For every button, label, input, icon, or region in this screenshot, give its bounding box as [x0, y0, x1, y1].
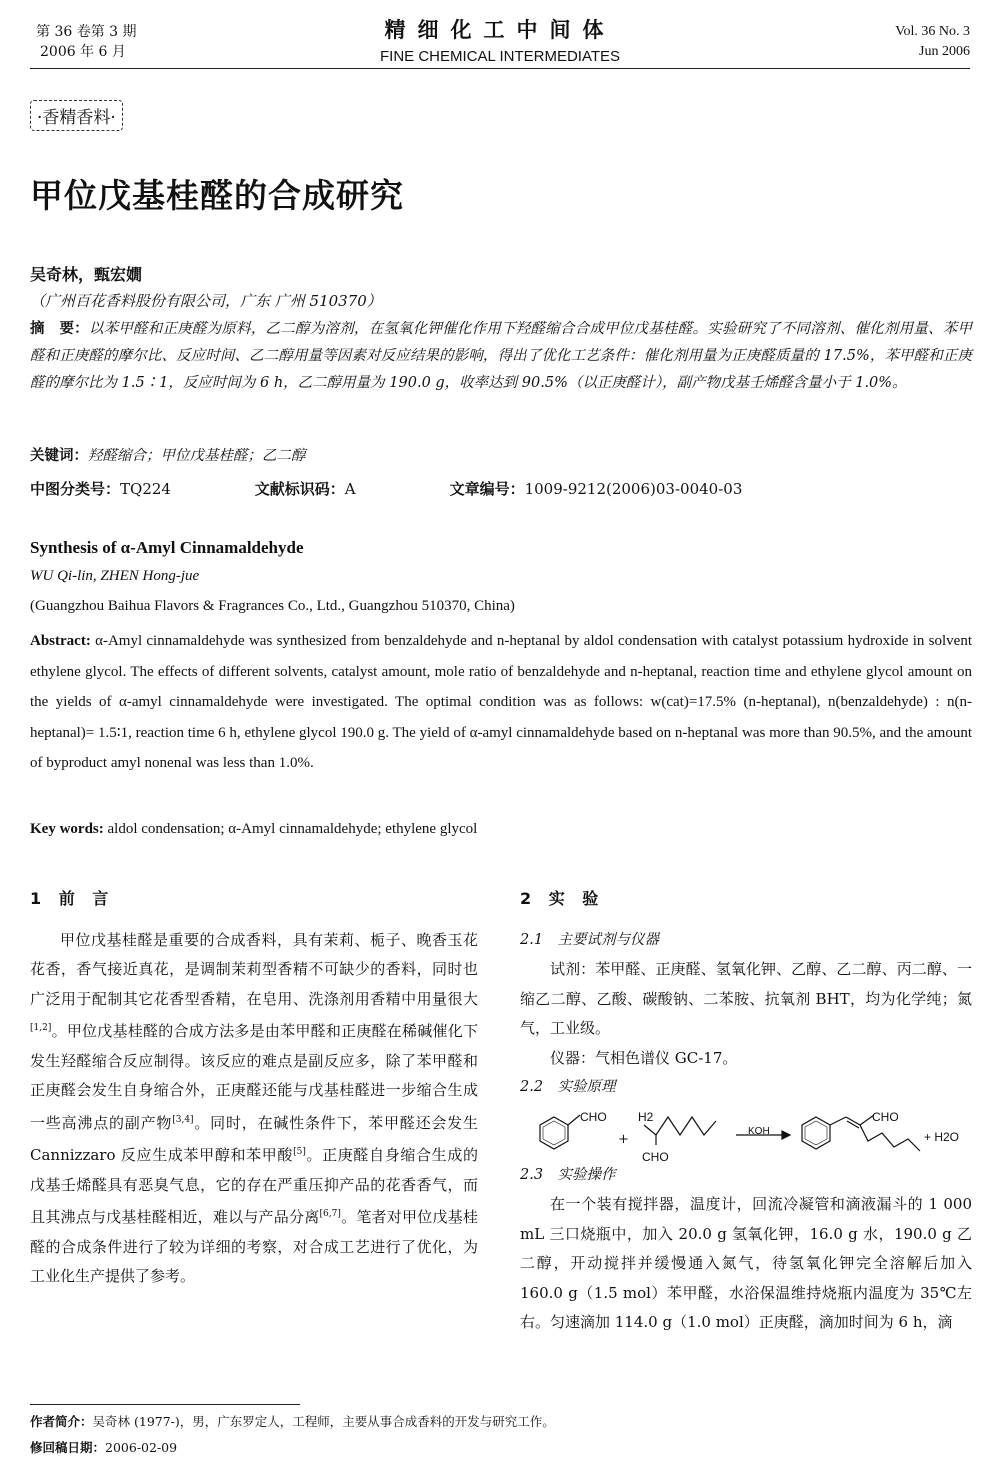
doc-code-value: A [344, 480, 356, 498]
authors: 吴奇林，甄宏嫺 [30, 265, 143, 284]
abstract-cn-label: 摘 要： [30, 321, 89, 337]
english-abstract [30, 626, 972, 779]
affiliation: （广州百花香料股份有限公司，广东 广州 510370） [30, 292, 382, 310]
english-title: Synthesis of α-Amyl Cinnamaldehyde [30, 538, 304, 557]
english-abstract-label: Abstract: [30, 633, 91, 649]
citation-6-7: [6,7] [319, 1209, 341, 1219]
keywords-cn [30, 443, 972, 470]
header-rule [30, 68, 970, 69]
abstract-cn [30, 316, 972, 397]
section-1-paragraph [30, 926, 478, 1292]
benzene-ring-icon-2 [802, 1117, 830, 1149]
scheme-h2: H2 [638, 1109, 654, 1124]
classification-line [30, 478, 972, 499]
section-2 [520, 884, 972, 1338]
subsection-2-1-heading: 2.1 主要试剂与仪器 [520, 931, 660, 948]
citation-3-4: [3,4] [172, 1114, 194, 1125]
paper-title: 甲位戊基桂醛的合成研究 [30, 176, 404, 215]
section-1-text-5: 。笔者对甲位戊基桂醛的合成条件进行了较为详细的考察，对合成工艺进行了优化，为工业化生产提供了参考。 [30, 1208, 478, 1285]
issue-info-en [895, 22, 970, 62]
english-abstract-text: α-Amyl cinnamaldehyde was synthesized from benzaldehyde and n-heptanal by aldol condensation with catalyst potassium hydroxide in solvent ethylene glycol. The effects of different solvents, catalyst amount, mole ratio of benzaldehyde and n-heptanal, reaction time and ethylene glycol amount on the yields of α-amyl cinnamaldehyde were investigated. The optimal condition was as follows: w(cat)=17.5% (n-heptanal), n(benzaldehyde) : n(n-heptanal)= 1.5∶1, reaction time 6 h, ethylene glycol 190.0 g. The yield of α-amyl cinnamaldehyde based on n-heptanal was more than 90.5%, and the amount of byproduct amyl nonenal was less than 1.0%. [30, 633, 972, 771]
section-1-text-4: 。正庚醛自身缩合生成的戊基壬烯醛具有恶臭气息，它的存在严重压抑产品的花香香气，而且其沸点与戊基桂醛相近，难以与产品分离 [30, 1146, 478, 1226]
scheme-cho-3: CHO [872, 1109, 899, 1124]
citation-1-2: [1,2] [30, 1023, 52, 1033]
doc-code-label: 文献标识码： [254, 480, 345, 498]
benzene-ring-icon [540, 1117, 568, 1149]
english-affiliation: (Guangzhou Baihua Flavors & Fragrances Co., Ltd., Guangzhou 510370, China) [30, 598, 515, 614]
citation-5: [5] [293, 1147, 306, 1157]
scheme-water: + H2O [924, 1129, 960, 1144]
operation-text: 在一个装有搅拌器，温度计，回流冷凝管和滴液漏斗的 1 000 mL 三口烧瓶中，加入 20.0 g 氢氧化钾，16.0 g 水，190.0 g 乙二醇，开动搅拌并缓慢通入氮气，待氢氧化钾完全溶解后加入 160.0 g（1.5 mol）苯甲醛，水浴保温维持烧瓶内温度为 35℃左右。匀速滴加 114.0 g（1.0 mol）正庚醛，滴加时间为 6 h，滴 [520, 1195, 972, 1331]
english-authors: WU Qi-lin, ZHEN Hong-jue [30, 568, 200, 584]
english-keywords-text: aldol condensation; α-Amyl cinnamaldehyde; ethylene glycol [103, 821, 478, 837]
english-keywords [30, 814, 972, 845]
scheme-koh: KOH [748, 1125, 770, 1137]
section-1-text-1: 甲位戊基桂醛是重要的合成香料，具有茉莉、栀子、晚香玉花花香，香气接近真花，是调制茉莉型香精不可缺少的香料，同时也广泛用于配制其它花香型香精，在皂用、洗涤剂用香精中用量很大 [30, 930, 478, 1008]
column-tag: ·香精香料· [30, 100, 123, 131]
issue-date: 2006 年 6 月 [40, 44, 126, 60]
clc-label: 中图分类号： [30, 480, 121, 498]
keywords-cn-text: 羟醛缩合；甲位戊基桂醛；乙二醇 [88, 448, 306, 464]
section-1-text-3: 。同时，在碱性条件下，苯甲醛还会发生 Cannizzaro 反应生成苯甲醇和苯甲酸 [30, 1113, 478, 1164]
journal-name-en: FINE CHEMICAL INTERMEDIATES [379, 48, 621, 65]
article-number-label: 文章编号： [449, 480, 525, 498]
revision-date-label: 修回稿日期： [30, 1440, 106, 1455]
author-bio [30, 1412, 555, 1430]
english-keywords-label: Key words: [30, 821, 104, 837]
revision-date-text: 2006-02-09 [105, 1440, 178, 1455]
section-1-heading: 1 前 言 [30, 889, 115, 908]
abstract-cn-text: 以苯甲醛和正庚醛为原料，乙二醇为溶剂，在氢氧化钾催化作用下羟醛缩合合成甲位戊基桂醛。实验研究了不同溶剂、催化剂用量、苯甲醛和正庚醛的摩尔比、反应时间、乙二醇用量等因素对反应结果的影响，得出了优化工艺条件：催化剂用量为正庚醛质量的 17.5%，苯甲醛和正庚醛的摩尔比为 1.5∶1，反应时间为 6 h，乙二醇用量为 190.0 g，收率达到 90.5%（以正庚醛计），副产物戊基壬烯醛含量小于 1.0%。 [30, 321, 972, 391]
article-number-value: 1009-9212(2006)03-0040-03 [524, 480, 743, 498]
section-1-text-2: 。甲位戊基桂醛的合成方法多是由苯甲醛和正庚醛在稀碱催化下发生羟醛缩合反应制得。该反应的难点是副反应多，除了苯甲醛和正庚醛会发生自身缩合外，正庚醛还能与戊基桂醛进一步缩合生成一些高沸点的副产物 [30, 1022, 478, 1132]
journal-name-cn: 精细化工中间体 [384, 18, 616, 42]
revision-date [30, 1438, 177, 1456]
issue-volume: 第 36 卷第 3 期 [36, 24, 137, 40]
instrument-text: 仪器：气相色谱仪 GC-17。 [550, 1048, 738, 1067]
subsection-2-2-heading: 2.2 实验原理 [520, 1079, 616, 1095]
clc-value: TQ224 [120, 480, 171, 498]
author-bio-label: 作者简介： [30, 1414, 93, 1429]
section-2-heading: 2 实 验 [520, 889, 605, 908]
journal-name [320, 14, 680, 65]
scheme-cho-2: CHO [642, 1149, 669, 1164]
scheme-plus: + [618, 1131, 629, 1147]
reaction-scheme [520, 1103, 972, 1164]
scheme-cho-1: CHO [580, 1109, 607, 1124]
subsection-2-3-heading: 2.3 实验操作 [520, 1166, 616, 1183]
issue-date-en: Jun 2006 [919, 44, 970, 59]
section-1 [30, 884, 478, 1292]
footnote-rule [30, 1404, 300, 1405]
issue-volume-en: Vol. 36 No. 3 [895, 24, 970, 39]
author-bio-text: 吴奇林 (1977-)，男，广东罗定人，工程师，主要从事合成香料的开发与研究工作。 [92, 1414, 555, 1429]
issue-info [36, 22, 137, 62]
keywords-cn-label: 关键词： [30, 448, 88, 464]
reagents-text: 试剂：苯甲醛、正庚醛、氢氧化钾、乙醇、乙二醇、丙二醇、一缩乙二醇、乙酸、碳酸钠、二苯胺、抗氧剂 BHT，均为化学纯；氮气，工业级。 [520, 960, 972, 1037]
